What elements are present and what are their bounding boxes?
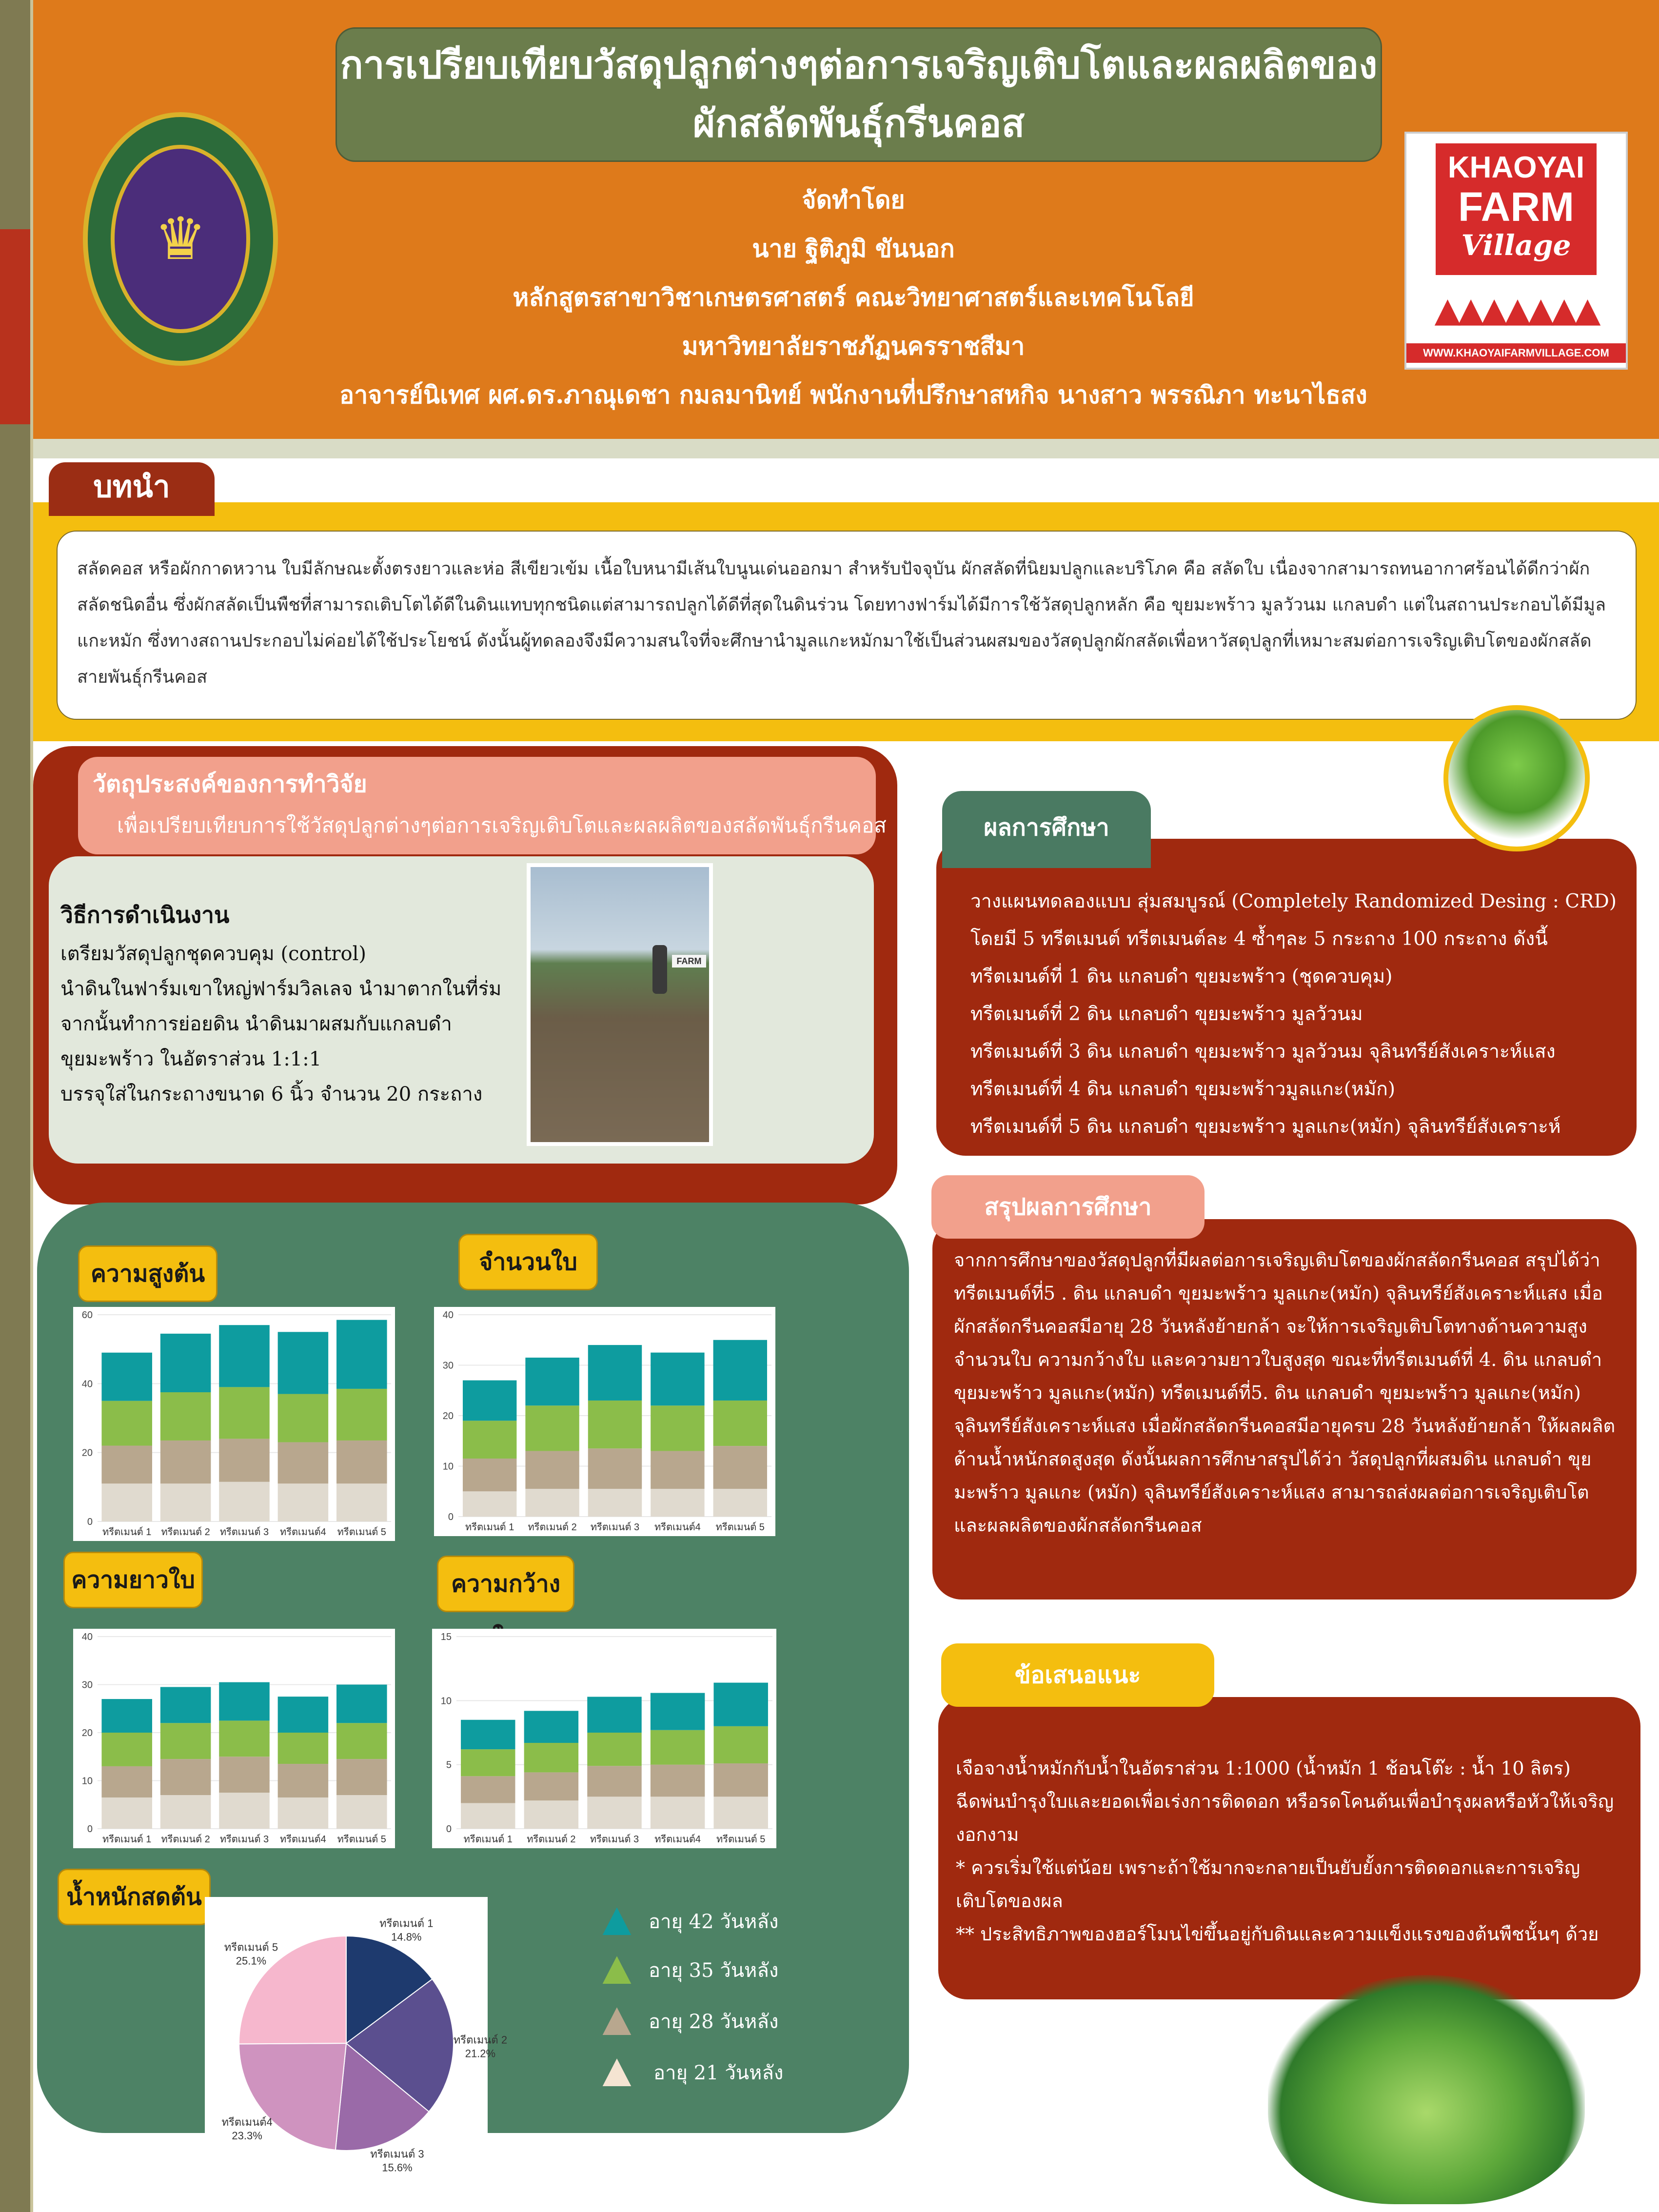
pie-category-label: ทรีตเมนต์4 xyxy=(221,2115,273,2128)
pie-category-label: ทรีตเมนต์ 1 xyxy=(379,1917,434,1930)
chart-height xyxy=(73,1307,395,1541)
method-heading: วิธีการดำเนินงาน xyxy=(60,902,230,928)
bar-segment xyxy=(336,1389,387,1441)
bar-segment xyxy=(525,1358,579,1405)
x-tick-label: ทรีตเมนต์ 3 xyxy=(219,1834,269,1845)
bar-segment xyxy=(278,1394,329,1442)
method-steps xyxy=(60,936,519,1112)
bar-chart-leaf-count xyxy=(434,1307,775,1536)
y-tick-label: 60 xyxy=(81,1310,93,1321)
chart-label-leaf-length: ความยาวใบ xyxy=(63,1552,203,1608)
y-tick-label: 40 xyxy=(81,1632,93,1642)
x-tick-label: ทรีตเมนต์ 3 xyxy=(590,1834,639,1845)
results-line: ทรีตเมนต์ที่ 2 ดิน แกลบดำ ขุยมะพร้าว มูลวัวนม xyxy=(970,1003,1363,1025)
bar-segment xyxy=(713,1763,768,1797)
pie-percent-label: 14.8% xyxy=(391,1931,422,1943)
farm-logo-url: WWW.KHAOYAIFARMVILLAGE.COM xyxy=(1406,343,1626,363)
suggestion-heading: ข้อเสนอแนะ xyxy=(941,1643,1214,1707)
bar-segment xyxy=(713,1489,767,1517)
byline-line: จัดทำโดย xyxy=(802,185,905,214)
legend-item xyxy=(600,1946,805,1995)
bar-segment xyxy=(713,1446,767,1489)
bar-segment xyxy=(160,1759,211,1795)
method-step: จากนั้นทำการย่อยดิน นำดินมาผสมกับแกลบดำ xyxy=(60,1013,452,1035)
bar-chart-leaf-width xyxy=(432,1629,776,1848)
bar-segment xyxy=(524,1772,578,1800)
x-tick-label: ทรีตเมนต์ 2 xyxy=(527,1834,576,1845)
suggestion-line: ** ประสิทธิภาพของฮอร์โมนไข่ขึ้นอยู่กับดินและความแข็งแรงของต้นพืชนั้นๆ ด้วย xyxy=(956,1923,1599,1945)
x-tick-label: ทรีตเมนต์ 1 xyxy=(465,1522,514,1533)
bar-segment xyxy=(336,1723,387,1759)
y-tick-label: 0 xyxy=(446,1824,452,1835)
bar-segment xyxy=(713,1401,767,1446)
bar-segment xyxy=(101,1766,152,1797)
lettuce-bunch-image xyxy=(1268,1975,1585,2204)
bar-segment xyxy=(219,1793,270,1829)
suggestion-line: ฉีดพ่นบำรุงใบและยอดเพื่อเร่งการติดดอก หรือรดโคนต้นเพื่อบำรุงผลหรือหัวให้เจริญงอกงาม xyxy=(956,1791,1614,1845)
bar-segment xyxy=(160,1441,211,1483)
pie-category-label: ทรีตเมนต์ 5 xyxy=(224,1941,278,1954)
results-line: โดยมี 5 ทรีตเมนต์ ทรีตเมนต์ละ 4 ซ้ำๆละ 5 กระถาง 100 กระถาง ดังนี้ xyxy=(970,928,1548,950)
legend-label: อายุ 28 วันหลัง xyxy=(649,2011,779,2033)
bar-segment xyxy=(219,1757,270,1793)
legend-triangle-icon xyxy=(600,1953,634,1987)
bar-segment xyxy=(336,1441,387,1483)
byline-line: หลักสูตรสาขาวิชาเกษตรศาสตร์ คณะวิทยาศาสตร์และเทคโนโลยี xyxy=(513,283,1194,312)
pie-percent-label: 23.3% xyxy=(232,2129,262,2142)
photo-farm-sign: FARM xyxy=(672,955,706,968)
method-step: นำดินในฟาร์มเขาใหญ่ฟาร์มวิลเลจ นำมาตากในที่ร่ม xyxy=(60,978,502,1000)
method-step: เตรียมวัสดุปลูกชุดควบคุม (control) xyxy=(60,943,367,965)
bar-segment xyxy=(463,1381,516,1421)
y-tick-label: 5 xyxy=(446,1759,452,1771)
chart-label-height: ความสูงต้น xyxy=(78,1245,217,1302)
chart-label-fresh-weight: น้ำหนักสดต้น xyxy=(58,1869,211,1925)
bar-segment xyxy=(278,1764,329,1797)
bar-segment xyxy=(463,1421,516,1459)
bar-segment xyxy=(651,1693,705,1730)
chart-fresh-weight xyxy=(205,1897,508,2175)
bar-chart-height xyxy=(73,1307,395,1541)
y-tick-label: 10 xyxy=(81,1776,93,1787)
x-tick-label: ทรีตเมนต์4 xyxy=(280,1834,326,1845)
bar-segment xyxy=(101,1401,152,1446)
poster-title-line2: ผักสลัดพันธุ์กรีนคอส xyxy=(692,101,1025,146)
x-tick-label: ทรีตเมนต์ 1 xyxy=(102,1834,152,1845)
x-tick-label: ทรีตเมนต์4 xyxy=(654,1522,701,1533)
bar-segment xyxy=(160,1483,211,1521)
legend-item xyxy=(600,1897,805,1946)
bar-segment xyxy=(160,1723,211,1759)
bar-segment xyxy=(336,1483,387,1521)
bar-segment xyxy=(160,1392,211,1441)
bar-segment xyxy=(219,1482,270,1521)
legend-label: อายุ 21 วันหลัง xyxy=(653,2062,784,2084)
bar-segment xyxy=(101,1483,152,1521)
bar-segment xyxy=(587,1697,641,1733)
bar-segment xyxy=(336,1685,387,1723)
x-tick-label: ทรีตเมนต์ 1 xyxy=(463,1834,513,1845)
bar-segment xyxy=(588,1345,642,1401)
byline-line: มหาวิทยาลัยราชภัฏนครราชสีมา xyxy=(682,332,1025,360)
bar-segment xyxy=(336,1759,387,1795)
y-tick-label: 10 xyxy=(442,1461,454,1472)
x-tick-label: ทรีตเมนต์ 1 xyxy=(102,1527,152,1538)
results-line: วางแผนทดลองแบบ สุ่มสมบูรณ์ (Completely Randomized Desing : CRD) xyxy=(970,890,1617,912)
bar-segment xyxy=(463,1491,516,1517)
y-tick-label: 20 xyxy=(442,1411,454,1422)
bar-segment xyxy=(101,1699,152,1733)
results-line: ทรีตเมนต์ที่ 1 ดิน แกลบดำ ขุยมะพร้าว (ชุดควบคุม) xyxy=(970,966,1393,988)
pie-category-label: ทรีตเมนต์ 3 xyxy=(370,2148,424,2160)
bar-segment xyxy=(278,1697,329,1733)
bar-segment xyxy=(651,1730,705,1765)
bar-segment xyxy=(219,1387,270,1439)
lettuce-image xyxy=(1443,705,1590,851)
byline-line: อาจารย์นิเทศ ผศ.ดร.ภาณุเดชา กมลมานิทย์ พนักงานที่ปรึกษาสหกิจ นางสาว พรรณิภา ทะนาไธสง xyxy=(339,380,1367,409)
y-tick-label: 20 xyxy=(81,1447,93,1459)
bar-segment xyxy=(713,1726,768,1763)
results-text xyxy=(970,883,1617,1146)
pie-percent-label: 21.2% xyxy=(465,2047,496,2060)
y-tick-label: 0 xyxy=(448,1512,454,1522)
bar-chart-leaf-length xyxy=(73,1629,395,1848)
chart-label-leaf-count: จำนวนใบ xyxy=(458,1234,598,1290)
results-heading: ผลการศึกษา xyxy=(942,791,1151,868)
byline-line: นาย ฐิติภูมิ ขันนอก xyxy=(752,234,955,263)
chart-label-leaf-width: ความกว้าง xyxy=(437,1556,574,1612)
worker-figure xyxy=(652,945,667,994)
bar-segment xyxy=(219,1439,270,1481)
bar-segment xyxy=(713,1797,768,1829)
seal-emblem-icon: ♛ xyxy=(111,145,250,333)
bar-segment xyxy=(278,1483,329,1521)
bar-segment xyxy=(278,1797,329,1829)
y-tick-label: 20 xyxy=(81,1728,93,1738)
bar-segment xyxy=(588,1489,642,1517)
bar-segment xyxy=(461,1720,515,1749)
farm-logo-badge xyxy=(1436,143,1597,275)
header-bottom-stripe xyxy=(33,439,1659,458)
bar-segment xyxy=(524,1800,578,1829)
bar-segment xyxy=(461,1776,515,1803)
x-tick-label: ทรีตเมนต์ 3 xyxy=(590,1522,640,1533)
bar-segment xyxy=(651,1405,704,1451)
field-photo xyxy=(527,863,713,1146)
pie-percent-label: 25.1% xyxy=(236,1955,267,1967)
x-tick-label: ทรีตเมนต์4 xyxy=(654,1834,701,1845)
bar-segment xyxy=(160,1334,211,1392)
objective-text: เพื่อเปรียบเทียบการใช้วัสดุปลูกต่างๆต่อการเจริญเติบโตและผลผลิตของสลัดพันธุ์กรีนคอส xyxy=(117,813,887,837)
bar-segment xyxy=(461,1803,515,1829)
intro-paragraph: สลัดคอส หรือผักกาดหวาน ใบมีลักษณะตั้งตรงยาวและห่อ สีเขียวเข้ม เนื้อใบหนามีเส้นใบนูนเด่นออกมา สำหรับปัจจุบัน ผักสลัดที่นิยมปลูกและบริโภค คือ สลัดใบ เนื่องจากสามารถทนอากาศร้อนได้ดีกว่าผักสลัดชนิดอื่น ซึ่งผักสลัดเป็นพืชที่สามารถเติบโตได้ดีในดินแทบทุกชนิดแต่สามารถปลูกได้ดีที่สุดในดินร่วน โดยทางฟาร์มได้มีการใช้วัสดุปลูกหลัก คือ ขุยมะพร้าว มูลวัวนม แกลบดำ แต่ในสถานประกอบได้มีมูลแกะหมัก ซึ่งทางสถานประกอบไม่ค่อยได้ใช้ประโยชน์ ดังนั้นผู้ทดลองจึงมีความสนใจที่จะศึกษานำมูลแกะหมักมาใช้เป็นส่วนผสมของวัสดุปลูกผักสลัดเพื่อหาวัสดุปลูกที่เหมาะสมต่อการเจริญเติบโตของผักสลัดสายพันธุ์กรีนคอส xyxy=(77,559,1606,687)
legend-triangle-icon xyxy=(600,1904,634,1938)
method-step: บรรจุใส่ในกระถางขนาด 6 นิ้ว จำนวน 20 กระถาง xyxy=(60,1083,483,1106)
suggestion-line: เจือจางน้ำหมักกับน้ำในอัตราส่วน 1:1000 (น้ำหมัก 1 ช้อนโต๊ะ : น้ำ 10 ลิตร) xyxy=(956,1758,1571,1779)
bar-segment xyxy=(651,1489,704,1517)
bar-segment xyxy=(219,1720,270,1757)
pie-category-label: ทรีตเมนต์ 2 xyxy=(453,2034,508,2046)
bar-segment xyxy=(713,1683,768,1726)
university-seal-logo xyxy=(83,112,278,366)
left-sidebar-accent xyxy=(0,229,30,424)
bar-segment xyxy=(588,1448,642,1489)
x-tick-label: ทรีตเมนต์ 2 xyxy=(161,1527,210,1538)
x-tick-label: ทรีตเมนต์ 5 xyxy=(337,1834,386,1845)
farm-logo-line1: KHAOYAI xyxy=(1447,151,1585,184)
bar-segment xyxy=(101,1733,152,1766)
bar-segment xyxy=(336,1795,387,1829)
chart-leaf-length xyxy=(73,1629,395,1848)
bar-segment xyxy=(278,1733,329,1764)
x-tick-label: ทรีตเมนต์ 2 xyxy=(528,1522,577,1533)
poster-title xyxy=(336,27,1382,162)
bar-segment xyxy=(587,1766,641,1797)
legend-triangle-icon xyxy=(600,2004,634,2038)
summary-heading: สรุปผลการศึกษา xyxy=(931,1175,1205,1239)
bar-segment xyxy=(101,1353,152,1401)
bar-segment xyxy=(101,1797,152,1829)
farm-logo-line2: FARM xyxy=(1458,184,1574,230)
bar-segment xyxy=(525,1451,579,1489)
x-tick-label: ทรีตเมนต์ 5 xyxy=(337,1527,386,1538)
chart-leaf-count xyxy=(434,1307,775,1536)
bar-segment xyxy=(651,1451,704,1489)
legend-label: อายุ 35 วันหลัง xyxy=(649,1959,779,1982)
chart-legend xyxy=(600,1897,805,2097)
poster-title-line1: การเปรียบเทียบวัสดุปลูกต่างๆต่อการเจริญเติบโตและผลผลิตของ xyxy=(340,43,1378,87)
bar-segment xyxy=(713,1340,767,1401)
bar-segment xyxy=(160,1795,211,1829)
bar-segment xyxy=(278,1442,329,1483)
y-tick-label: 0 xyxy=(87,1517,93,1527)
bar-segment xyxy=(587,1797,641,1829)
bar-segment xyxy=(651,1797,705,1829)
y-tick-label: 40 xyxy=(81,1379,93,1390)
bar-segment xyxy=(524,1743,578,1772)
y-tick-label: 30 xyxy=(81,1679,93,1691)
objective-heading: วัตถุประสงค์ของการทำวิจัย xyxy=(93,770,367,798)
suggestion-text xyxy=(956,1752,1629,1951)
bar-segment xyxy=(588,1401,642,1448)
bar-segment xyxy=(160,1687,211,1723)
x-tick-label: ทรีตเมนต์ 5 xyxy=(715,1522,765,1533)
farm-village-logo xyxy=(1404,132,1628,370)
y-tick-label: 10 xyxy=(440,1696,452,1707)
x-tick-label: ทรีตเมนต์ 2 xyxy=(161,1834,210,1845)
legend-item xyxy=(600,1995,805,2048)
bar-segment xyxy=(525,1489,579,1517)
legend-label: อายุ 42 วันหลัง xyxy=(649,1911,779,1933)
farm-logo-line3: Village xyxy=(1461,229,1571,262)
bar-segment xyxy=(524,1711,578,1743)
y-tick-label: 15 xyxy=(440,1632,452,1642)
results-line: ทรีตเมนต์ที่ 4 ดิน แกลบดำ ขุยมะพร้าวมูลแกะ(หมัก) xyxy=(970,1078,1396,1100)
pie-percent-label: 15.6% xyxy=(382,2161,413,2174)
method-step: ขุยมะพร้าว ในอัตราส่วน 1:1:1 xyxy=(60,1048,322,1070)
bar-segment xyxy=(219,1682,270,1721)
bar-segment xyxy=(587,1733,641,1766)
author-byline xyxy=(195,176,1512,419)
bar-segment xyxy=(651,1765,705,1797)
y-tick-label: 30 xyxy=(442,1360,454,1371)
chart-leaf-width xyxy=(432,1629,776,1848)
bar-segment xyxy=(525,1405,579,1451)
farm-scene-icon: ▲▲▲▲▲▲▲ xyxy=(1434,290,1598,330)
results-line: ทรีตเมนต์ที่ 5 ดิน แกลบดำ ขุยมะพร้าว มูลแกะ(หมัก) จุลินทรีย์สังเคราะห์ xyxy=(970,1116,1561,1138)
legend-triangle-icon xyxy=(600,2055,634,2090)
x-tick-label: ทรีตเมนต์ 5 xyxy=(716,1834,766,1845)
y-tick-label: 40 xyxy=(442,1310,454,1321)
legend-item xyxy=(600,2048,805,2097)
y-tick-label: 0 xyxy=(87,1824,93,1835)
bar-segment xyxy=(219,1325,270,1387)
suggestion-line: * ควรเริ่มใช้แต่น้อย เพราะถ้าใช้มากจะกลายเป็นยับยั้งการติดดอกและการเจริญเติบโตของผล xyxy=(956,1857,1580,1912)
x-tick-label: ทรีตเมนต์4 xyxy=(280,1527,326,1538)
bar-segment xyxy=(278,1332,329,1394)
pie-chart-fresh-weight xyxy=(205,1897,508,2175)
x-tick-label: ทรีตเมนต์ 3 xyxy=(219,1527,269,1538)
bar-segment xyxy=(463,1459,516,1491)
summary-text: จากการศึกษาของวัสดุปลูกที่มีผลต่อการเจริญเติบโตของผักสลัดกรีนคอส สรุปได้ว่าทรีตเมนต์ที่5 . ดิน แกลบดำ ขุยมะพร้าว มูลแกะ(หมัก) จุลินทรีย์สังเคราะห์แสง เมื่อผักสลัดกรีนคอสมีอายุ 28 วันหลังย้ายกล้า จะให้การเจริญเติบโตทางด้านความสูง จำนวนใบ ความกว้างใบ และความยาวใบสูงสุด ขณะที่ทรีตเมนต์ที่ 4. ดิน แกลบดำ ขุยมะพร้าว มูลแกะ(หมัก) ทรีตเมนต์ที่5. ดิน แกลบดำ ขุยมะพร้าว มูลแกะ(หมัก) จุลินทรีย์สังเคราะห์แสง เมื่อผักสลัดกรีนคอสมีอายุครบ 28 วันหลังย้ายกล้า ให้ผลผลิตด้านน้ำหนักสดสูงสุด ดังนั้นผลการศึกษาสรุปได้ว่า วัสดุปลูกที่ผสมดิน แกลบดำ ขุยมะพร้าว มูลแกะ (หมัก) จุลินทรีย์สังเคราะห์แสง สามารถส่งผลต่อการเจริญเติบโตและผลผลิตของผักสลัดกรีนคอส xyxy=(954,1249,1616,1536)
intro-heading: บทนำ xyxy=(49,462,215,516)
bar-segment xyxy=(101,1446,152,1484)
intro-text xyxy=(57,531,1637,720)
bar-segment xyxy=(461,1749,515,1776)
bar-segment xyxy=(336,1320,387,1389)
bar-segment xyxy=(651,1353,704,1406)
results-line: ทรีตเมนต์ที่ 3 ดิน แกลบดำ ขุยมะพร้าว มูลวัวนม จุลินทรีย์สังเคราะห์แสง xyxy=(970,1041,1556,1063)
